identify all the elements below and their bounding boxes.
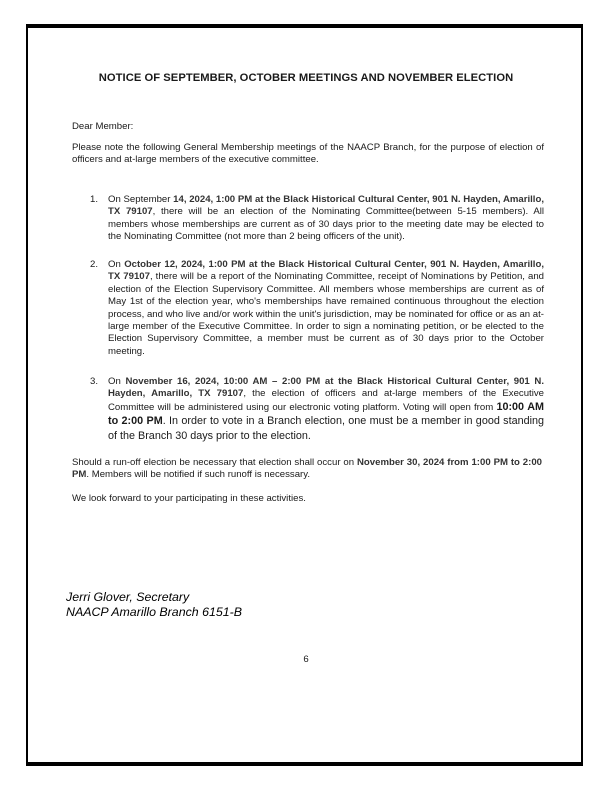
list-text (108, 194, 544, 244)
closing-paragraph: We look forward to your participating in these activities. (72, 493, 306, 504)
intro-paragraph: Please note the following General Membership meetings of the NAACP Branch, for the purpose of election of officers and at-large members of the executive committee. (72, 142, 544, 166)
item-rest-2: . In order to vote in a Branch election, one must be a member in good standing of the Branch 30 days prior to the election. (108, 415, 545, 442)
signature-name: Jerri Glover, Secretary (66, 590, 190, 604)
item-rest: , the election of officers and at-large members of the Executive Committee will be administered using our electronic voting platform. Voting will open from (108, 388, 544, 413)
item-lead: On September (108, 194, 174, 205)
list-number: 2. (90, 259, 99, 270)
list-text (108, 259, 544, 358)
greeting: Dear Member: (72, 121, 134, 132)
runoff-rest: . Members will be notified if such runoff is necessary. (86, 469, 310, 481)
item-rest: , there will be an election of the Nominating Committee(between 5-15 members). All members whose memberships are current as of 30 days prior to the meeting date may be elected to the Nominating Committee (not more than 2 being officers of the unit). (108, 206, 544, 243)
list-item (90, 259, 544, 358)
item-lead: On (108, 259, 125, 270)
page-number: 6 (303, 654, 309, 665)
runoff-bold: November 30, 2024 from 1:00 PM to 2:00 PM (72, 457, 542, 481)
item-bold-time: 10:00 AM to 2:00 PM (108, 400, 544, 428)
list-text (108, 376, 544, 443)
list-item (90, 194, 544, 244)
signature-org: NAACP Amarillo Branch 6151-B (66, 605, 243, 619)
item-bold: 14, 2024, 1:00 PM at the Black Historical Cultural Center, 901 N. Hayden, Amarillo, TX 79107 (108, 194, 544, 218)
list-number: 1. (90, 194, 99, 205)
item-bold: November 16, 2024, 10:00 AM – 2:00 PM at the Black Historical Cultural Center, 901 N. Hayden, Amarillo, TX 79107 (108, 376, 544, 400)
item-bold: October 12, 2024, 1:00 PM at the Black Historical Cultural Center, 901 N. Hayden, Amarillo, TX 79107 (108, 259, 544, 283)
list-item (90, 376, 544, 443)
runoff-paragraph (72, 457, 542, 482)
item-lead: On (108, 376, 126, 387)
list-number: 3. (90, 376, 99, 387)
document-title: NOTICE OF SEPTEMBER, OCTOBER MEETINGS AND NOVEMBER ELECTION (98, 72, 514, 84)
runoff-lead: Should a run-off election be necessary that election shall occur on (72, 457, 357, 468)
item-rest: , there will be a report of the Nominating Committee, receipt of Nominations by Petition, and election of the Election Supervisory Committee. All members whose memberships are current as of May 1st of the election year, who's memberships have remained continuous throughout the election process, and who live and/or work within the unit's jurisdiction, may be nominated for office or as an at-large member of the Executive Committee. In order to sign a nominating petition, or be elected to the Election Supervisory Committee, a member must be current as of 30 days prior to the October meeting. (108, 271, 544, 357)
